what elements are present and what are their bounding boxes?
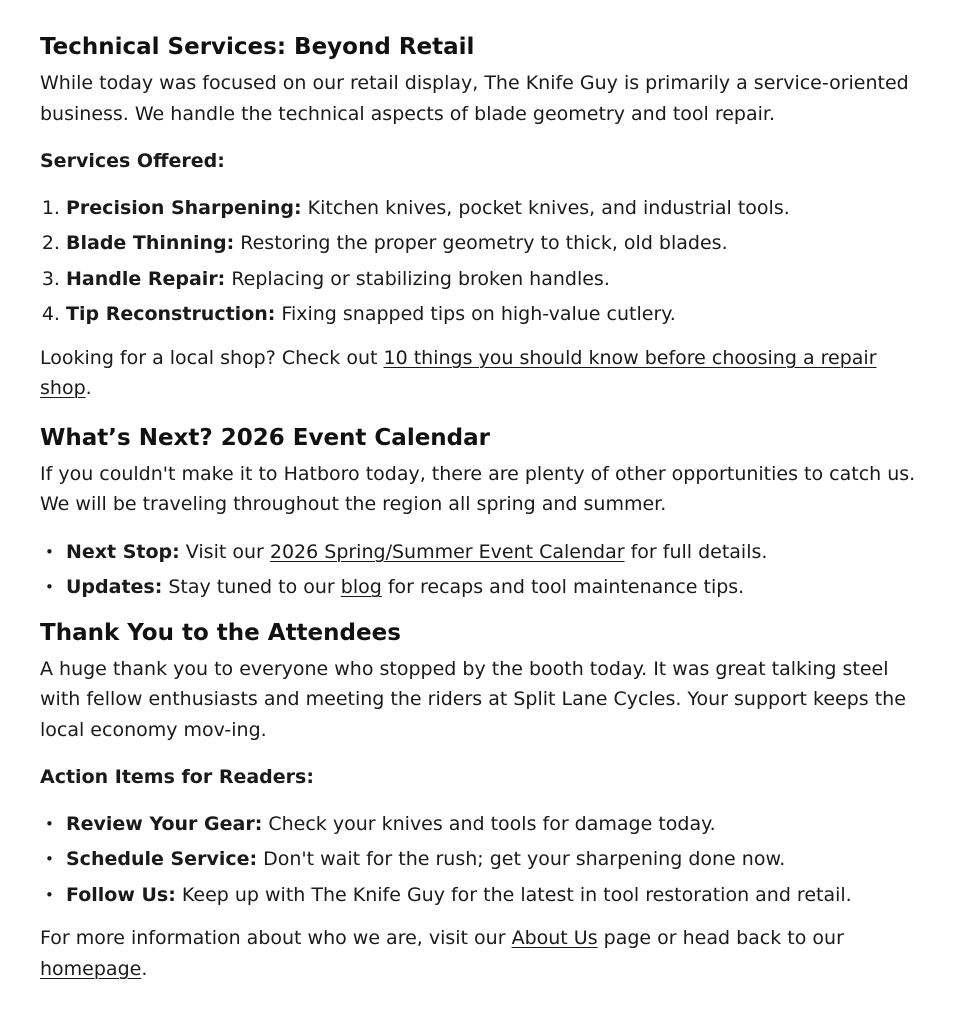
shop-prefix: Looking for a local shop? Check out (40, 346, 384, 369)
list-item (66, 844, 932, 875)
homepage-link[interactable]: homepage (40, 957, 142, 980)
list-item (66, 193, 932, 224)
action-text: Keep up with The Knife Guy for the latest in tool restoration and retail. (175, 883, 852, 906)
service-text: Fixing snapped tips on high-value cutlery. (275, 303, 676, 325)
services-label: Services Offered: (40, 150, 225, 172)
shop-paragraph (40, 343, 932, 404)
list-item (66, 809, 932, 840)
about-us-link[interactable]: About Us (511, 927, 598, 949)
event-calendar-link[interactable]: 2026 Spring/Summer Event Calendar (269, 540, 625, 563)
list-item (66, 228, 932, 259)
actions-list (40, 809, 932, 911)
closing-prefix: For more information about who we are, visit our (40, 927, 512, 949)
service-text: Restoring the proper geometry to thick, old blades. (234, 232, 728, 254)
item-suffix: for full details. (624, 540, 768, 563)
section-heading-thanks: Thank You to the Attendees (40, 619, 401, 646)
service-text: Replacing or stabilizing broken handles. (225, 267, 610, 290)
list-item (66, 572, 932, 603)
action-text: Don't wait for the rush; get your sharpening done now. (257, 848, 786, 870)
item-prefix: Stay tuned to our (162, 576, 341, 598)
section-heading-technical: Technical Services: Beyond Retail (40, 34, 475, 60)
service-title: Precision Sharpening: (66, 196, 302, 219)
service-text: Kitchen knives, pocket knives, and industrial tools. (301, 196, 790, 219)
repair-shop-link[interactable]: 10 things you should know before choosing a repair shop (40, 346, 877, 399)
action-title: Schedule Service: (66, 848, 258, 870)
action-title: Follow Us: (66, 883, 176, 906)
shop-suffix: . (85, 377, 92, 399)
service-title: Tip Reconstruction: (66, 303, 276, 325)
service-title: Handle Repair: (66, 267, 226, 290)
thanks-intro: A huge thank you to everyone who stopped by the booth today. It was great talking steel with fellow enthusiasts and meeting the riders at Split Lane Cycles. Your support keeps the local economy mov-ing. (40, 657, 906, 741)
action-title: Review Your Gear: (66, 812, 263, 835)
actions-label: Action Items for Readers: (40, 766, 314, 788)
list-item (66, 880, 932, 911)
service-title: Blade Thinning: (66, 232, 235, 254)
list-item (66, 537, 932, 568)
closing-suffix: . (141, 957, 148, 980)
technical-intro: While today was focused on our retail display, The Knife Guy is primarily a service-oriented business. We handle the technical aspects of blade geometry and tool repair. (40, 72, 909, 125)
section-heading-next: What’s Next? 2026 Event Calendar (40, 424, 491, 451)
item-title: Updates: (66, 576, 163, 598)
action-text: Check your knives and tools for damage today. (262, 812, 716, 835)
closing-middle: page or head back to our (597, 927, 844, 949)
next-list (40, 537, 932, 603)
item-prefix: Visit our (179, 540, 270, 563)
list-item (66, 264, 932, 295)
item-title: Next Stop: (66, 540, 180, 563)
blog-link[interactable]: blog (340, 576, 382, 598)
next-intro: If you couldn't make it to Hatboro today, there are plenty of other opportunities to catch us. We will be traveling throughout the region all spring and summer. (40, 462, 916, 515)
item-suffix: for recaps and tool maintenance tips. (381, 576, 745, 598)
services-list (40, 193, 932, 330)
closing-paragraph (40, 923, 932, 984)
list-item (66, 299, 932, 330)
